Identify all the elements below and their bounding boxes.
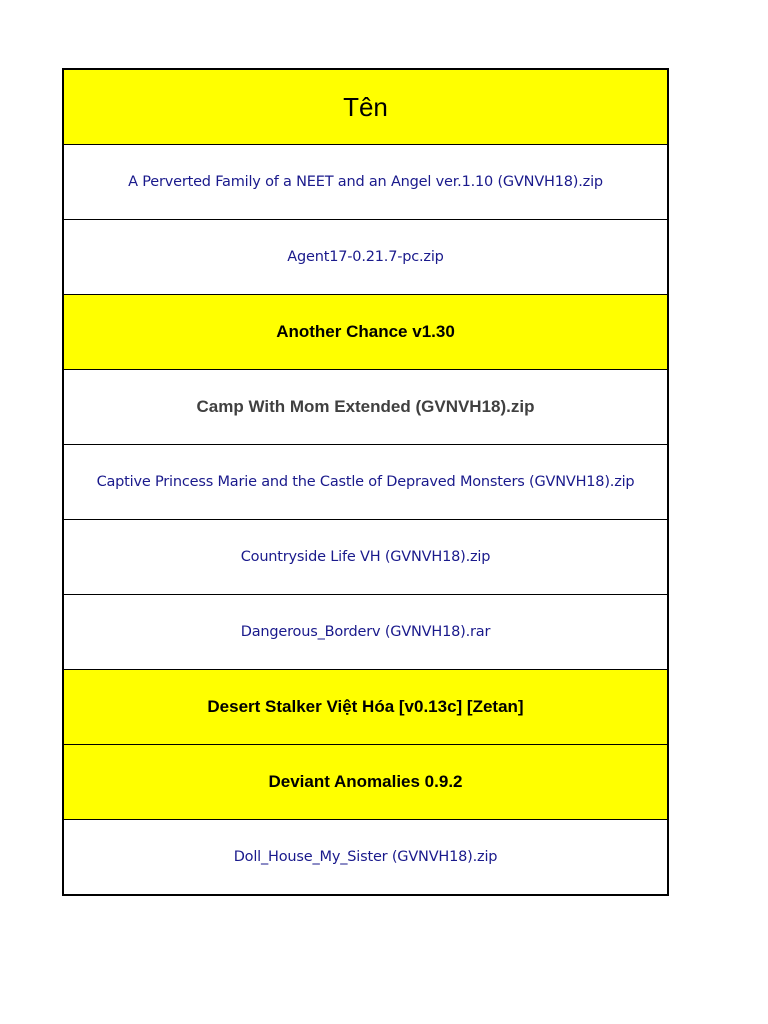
table-row: [64, 745, 667, 820]
table-row: [64, 295, 667, 370]
table-row[interactable]: [64, 595, 667, 670]
file-link[interactable]: Doll_House_My_Sister (GVNVH18).zip: [233, 849, 498, 865]
file-link[interactable]: Agent17-0.21.7-pc.zip: [287, 249, 444, 265]
table-row[interactable]: [64, 445, 667, 520]
file-link[interactable]: Countryside Life VH (GVNVH18).zip: [240, 549, 491, 565]
file-name: Deviant Anomalies 0.9.2: [268, 772, 463, 791]
file-link[interactable]: A Perverted Family of a NEET and an Angel ver.1.10 (GVNVH18).zip: [128, 174, 603, 190]
table-row[interactable]: [64, 820, 667, 894]
file-name: Camp With Mom Extended (GVNVH18).zip: [196, 397, 535, 416]
table-row[interactable]: [64, 145, 667, 220]
table-row: [64, 370, 667, 445]
column-header-label: Tên: [343, 91, 388, 122]
table-row: [64, 670, 667, 745]
file-name: Another Chance v1.30: [276, 322, 455, 341]
file-link[interactable]: Dangerous_Borderv (GVNVH18).rar: [240, 624, 491, 640]
table-row[interactable]: [64, 220, 667, 295]
column-header-ten: [64, 70, 667, 145]
file-table: [62, 68, 669, 896]
file-link[interactable]: Captive Princess Marie and the Castle of Depraved Monsters (GVNVH18).zip: [96, 474, 635, 490]
table-row[interactable]: [64, 520, 667, 595]
file-name: Desert Stalker Việt Hóa [v0.13c] [Zetan]: [207, 697, 524, 716]
